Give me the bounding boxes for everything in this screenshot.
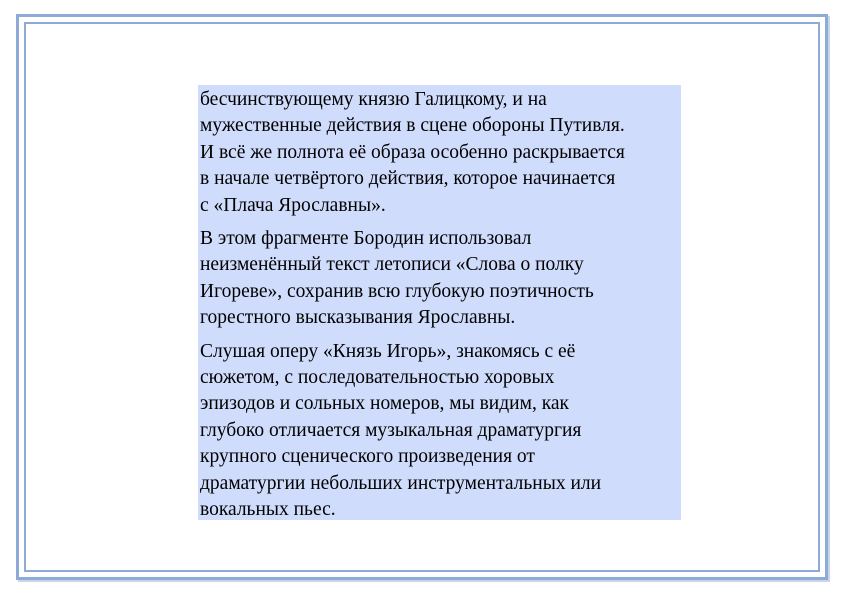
text-block bbox=[198, 85, 681, 520]
paragraph-3: Слушая оперу «Князь Игорь», знакомясь с её сюжетом, с последовательностью хоровых эпизодов и сольных номеров, мы видим, как глубоко отличается музыкальная драматургия крупного сценического произведения от драматургии небольших инструментальных или вокальных пьес. bbox=[200, 340, 602, 521]
paragraph-2: В этом фрагменте Бородин использовал неизменённый текст летописи «Слова о полку Игореве», сохранив всю глубокую поэтичность горестного высказывания Ярославны. bbox=[200, 228, 594, 329]
paragraph-1: бесчинствующему князю Галицкому, и на мужественные действия в сцене обороны Путивля. И всё же полнота её образа особенно раскрывается в начале четвёртого действия, которое начинается с «Плача Ярославны». bbox=[200, 89, 625, 216]
